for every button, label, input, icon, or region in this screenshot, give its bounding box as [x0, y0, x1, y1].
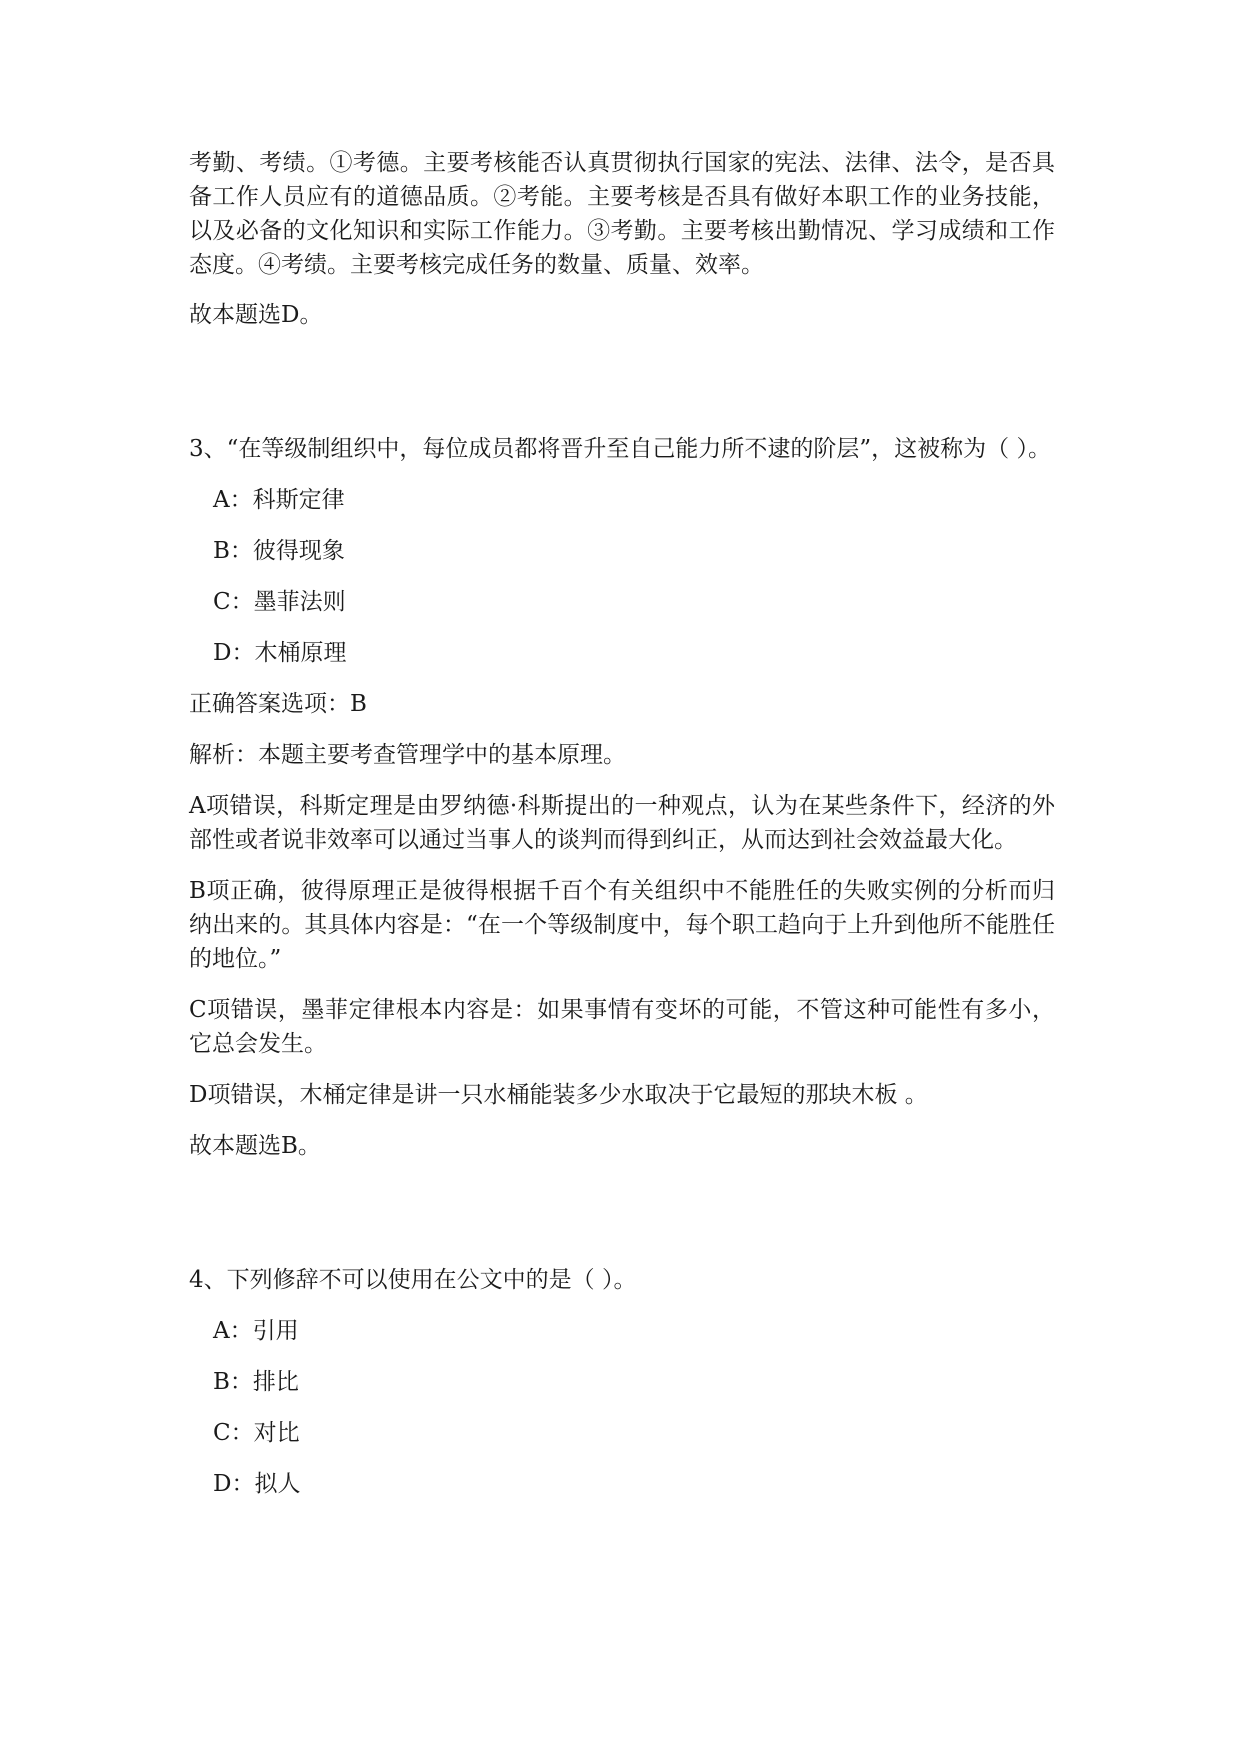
question-3	[189, 432, 1055, 1163]
option-text: 科斯定律	[252, 487, 345, 513]
question-3-conclusion: 故本题选B。	[189, 1133, 321, 1159]
question-4-option-d	[213, 1467, 1055, 1501]
option-text: 木桶原理	[254, 640, 347, 666]
option-letter: A：	[213, 1318, 253, 1344]
question-3-explanation-d: D项错误，木桶定律是讲一只水桶能装多少水取决于它最短的那块木板 。	[189, 1082, 928, 1108]
option-text: 拟人	[254, 1471, 301, 1497]
question-3-explanation-c: C项错误，墨菲定律根本内容是：如果事情有变坏的可能，不管这种可能性有多小，它总会发生。	[189, 997, 1055, 1057]
question-4-stem: 4、下列修辞不可以使用在公文中的是（ ）。	[189, 1267, 637, 1293]
question-4-option-b	[213, 1365, 1055, 1399]
question-4-option-a	[213, 1314, 1055, 1348]
document-page	[189, 146, 1055, 1501]
question-3-option-b	[213, 534, 1055, 568]
question-3-explanation-a: A项错误，科斯定理是由罗纳德·科斯提出的一种观点，认为在某些条件下，经济的外部性或者说非效率可以通过当事人的谈判而得到纠正，从而达到社会效益最大化。	[189, 793, 1055, 853]
option-letter: D：	[213, 640, 255, 666]
option-text: 引用	[252, 1318, 299, 1344]
option-letter: C：	[213, 589, 254, 615]
option-letter: A：	[213, 487, 253, 513]
question-3-stem: 3、“在等级制组织中，每位成员都将晋升至自己能力所不逮的阶层”，这被称为（ ）。	[189, 436, 1051, 462]
option-letter: C：	[213, 1420, 254, 1446]
option-letter: D：	[213, 1471, 255, 1497]
question-3-explanation-b: B项正确，彼得原理正是彼得根据千百个有关组织中不能胜任的失败实例的分析而归纳出来的。其具体内容是：“在一个等级制度中，每个职工趋向于上升到他所不能胜任的地位。”	[189, 878, 1055, 972]
option-text: 对比	[253, 1420, 300, 1446]
prev-conclusion: 故本题选D。	[189, 302, 323, 328]
question-3-option-c	[213, 585, 1055, 619]
option-text: 墨菲法则	[253, 589, 346, 615]
question-4-option-c	[213, 1416, 1055, 1450]
option-letter: B：	[213, 1369, 253, 1395]
question-4	[189, 1263, 1055, 1501]
question-3-option-a	[213, 483, 1055, 517]
prev-explanation-tail: 考勤、考绩。①考德。主要考核能否认真贯彻执行国家的宪法、法律、法令，是否具备工作人员应有的道德品质。②考能。主要考核是否具有做好本职工作的业务技能，以及必备的文化知识和实际工作能力。③考勤。主要考核出勤情况、学习成绩和工作态度。④考绩。主要考核完成任务的数量、质量、效率。	[189, 150, 1055, 278]
option-text: 彼得现象	[252, 538, 345, 564]
option-text: 排比	[252, 1369, 299, 1395]
question-3-analysis: 解析：本题主要考查管理学中的基本原理。	[189, 742, 626, 768]
question-3-option-d	[213, 636, 1055, 670]
option-letter: B：	[213, 538, 253, 564]
question-3-answer: 正确答案选项：B	[189, 691, 367, 717]
